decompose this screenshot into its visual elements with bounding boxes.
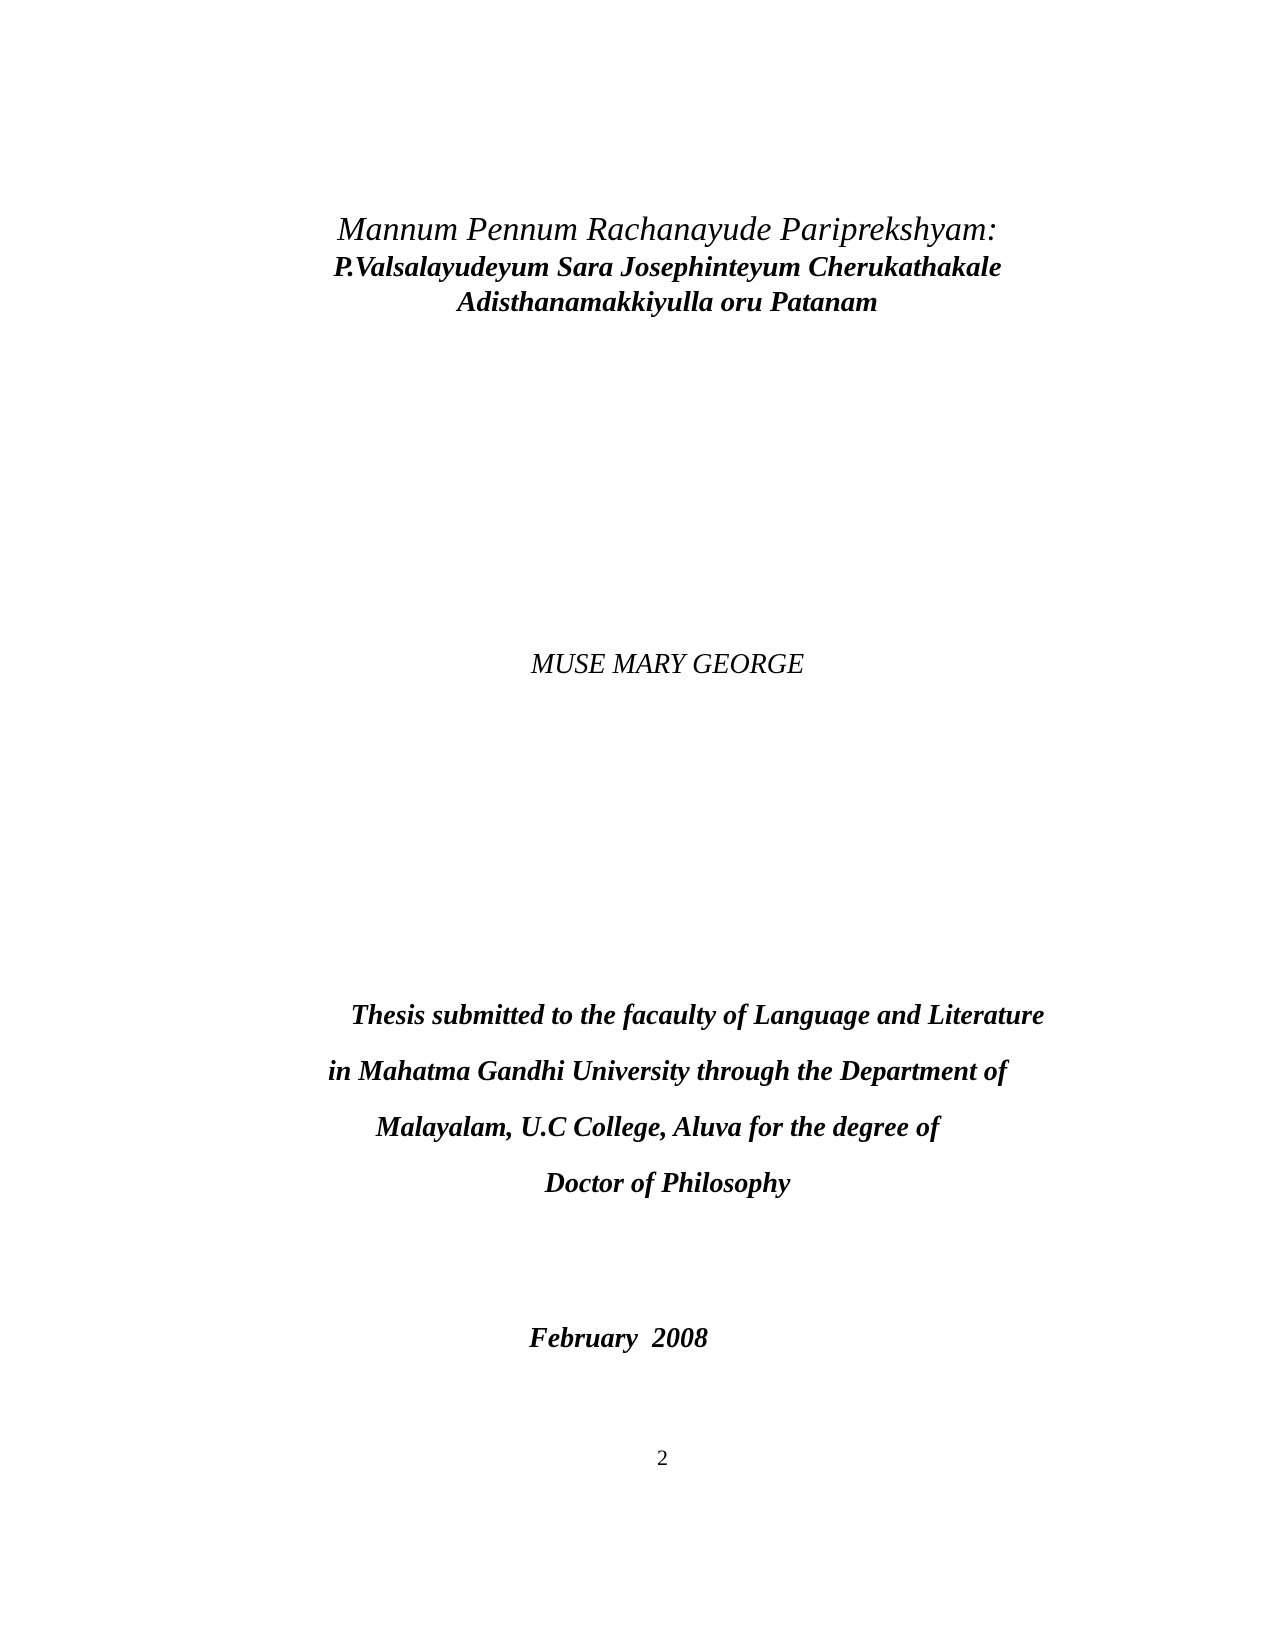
thesis-title: Mannum Pennum Rachanayude Pariprekshyam: xyxy=(337,211,998,248)
author-name: MUSE MARY GEORGE xyxy=(530,649,805,680)
submission-line-1: Thesis submitted to the facaulty of Language and Literature xyxy=(350,1000,1045,1031)
submission-line-2: in Mahatma Gandhi University through the Department of xyxy=(327,1056,1008,1087)
submission-line-4: Doctor of Philosophy xyxy=(544,1168,791,1199)
thesis-subtitle-line-2: Adisthanamakkiyulla oru Patanam xyxy=(457,286,878,318)
submission-date: February 2008 xyxy=(529,1323,708,1354)
submission-line-3: Malayalam, U.C College, Aluva for the degree of xyxy=(375,1112,940,1143)
title-block xyxy=(0,210,1275,320)
page-number: 2 xyxy=(657,1445,668,1470)
thesis-subtitle-line-1: P.Valsalayudeyum Sara Josephinteyum Cherukathakale xyxy=(333,251,1002,283)
submission-statement xyxy=(0,988,1275,1212)
